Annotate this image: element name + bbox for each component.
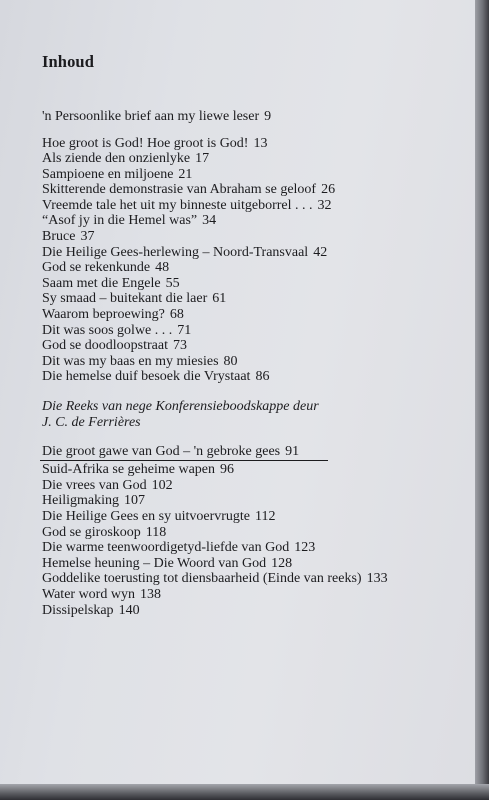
entry-page-number: 71: [177, 322, 192, 338]
page-title: Inhoud: [42, 52, 94, 71]
toc-entry-intro: [42, 109, 472, 125]
toc-entry: [42, 198, 472, 214]
toc-entry: [42, 493, 472, 509]
series-note-author: J. C. de Ferrières: [42, 414, 141, 430]
entry-page-number: 128: [271, 555, 293, 571]
entry-page-number: 37: [80, 229, 95, 245]
entry-label: Goddelike toerusting tot diensbaarheid (Einde van reeks): [42, 571, 362, 587]
table-of-contents: [42, 52, 472, 618]
toc-entry: [42, 323, 472, 339]
toc-entry: [42, 136, 472, 152]
entry-page-number: 73: [172, 338, 187, 354]
entry-page-number: 42: [313, 244, 328, 260]
entry-page-number: 13: [253, 135, 268, 151]
page-bottom-shadow: [0, 784, 489, 800]
entry-label: Sy smaad – buitekant die laer: [42, 291, 208, 307]
page-edge-shadow: [475, 0, 489, 800]
series-note: [42, 399, 472, 431]
toc-entry: [42, 229, 472, 245]
entry-label: God se giroskoop: [42, 524, 141, 540]
entry-label: 'n Persoonlike brief aan my liewe leser: [42, 109, 260, 124]
toc-entry: [42, 213, 472, 229]
entry-page-number: 21: [178, 166, 193, 182]
entry-label: Suid-Afrika se geheime wapen: [42, 462, 215, 478]
entry-page-number: 86: [255, 369, 270, 385]
entry-label: Skitterende demonstrasie van Abraham se geloof: [42, 182, 317, 198]
toc-entry: [42, 354, 472, 370]
entry-page-number: 140: [118, 602, 140, 618]
entry-label: God se rekenkunde: [42, 260, 151, 276]
entry-page-number: 68: [169, 307, 184, 323]
entry-page-number: 9: [264, 109, 272, 124]
entry-page-number: 91: [285, 443, 300, 459]
entry-page-number: 48: [155, 260, 170, 276]
entry-label: Als ziende den onzienlyke: [42, 151, 191, 167]
entry-label: Dissipelskap: [42, 602, 114, 618]
entry-page-number: 96: [220, 462, 234, 478]
entry-page-number: 34: [202, 213, 217, 229]
entry-label: Water word wyn: [42, 586, 135, 602]
entry-label: Bruce: [42, 229, 76, 245]
toc-entry: [42, 369, 472, 385]
entry-label: Dit was soos golwe . . .: [42, 322, 173, 338]
toc-part-2: [42, 444, 472, 619]
entry-label: Waarom beproewing?: [42, 307, 165, 323]
entry-label: Saam met die Engele: [42, 275, 161, 291]
toc-entry: [42, 462, 472, 478]
entry-label: Die hemelse duif besoek die Vrystaat: [42, 369, 251, 385]
toc-entry: [42, 291, 472, 307]
toc-entry: [42, 587, 472, 603]
toc-entry: [42, 556, 472, 572]
toc-entry: [42, 525, 472, 541]
entry-label: “Asof jy in die Hemel was”: [42, 213, 198, 229]
entry-label: God se doodloopstraat: [42, 338, 168, 354]
entry-label: Dit was my baas en my miesies: [42, 353, 219, 369]
entry-page-number: 102: [151, 477, 173, 493]
entry-label: Die Heilige Gees en sy uitvoervrugte: [42, 508, 250, 524]
toc-part-1: [42, 136, 472, 386]
entry-label: Hoe groot is God! Hoe groot is God!: [42, 135, 249, 151]
entry-page-number: 118: [145, 524, 167, 540]
toc-entry: [42, 276, 472, 292]
entry-label: Hemelse heuning – Die Woord van God: [42, 555, 267, 571]
entry-page-number: 80: [223, 353, 238, 369]
entry-page-number: 138: [139, 586, 161, 602]
entry-label: Die vrees van God: [42, 477, 147, 493]
series-note-line: Die Reeks van nege Konferensieboodskappe deur: [42, 399, 319, 414]
entry-label: Die Heilige Gees-herlewing – Noord-Transvaal: [42, 244, 309, 260]
entry-label: Vreemde tale het uit my binneste uitgeborrel . . .: [42, 197, 313, 213]
toc-entry: [42, 540, 472, 556]
entry-page-number: 123: [294, 540, 316, 556]
toc-entry: [42, 151, 472, 167]
toc-entry: [42, 509, 472, 525]
entry-page-number: 133: [366, 571, 388, 587]
entry-page-number: 32: [317, 197, 332, 213]
toc-entry: [42, 167, 472, 183]
toc-entry: [42, 245, 472, 261]
entry-page-number: 55: [165, 275, 180, 291]
toc-entry: [42, 444, 472, 463]
toc-entry: [42, 603, 472, 619]
toc-entry: [42, 260, 472, 276]
toc-entry: [42, 571, 472, 587]
entry-page-number: 112: [255, 508, 276, 524]
entry-label: Sampioene en miljoene: [42, 166, 174, 182]
toc-entry: [42, 478, 472, 494]
entry-label: Heiligmaking: [42, 493, 119, 509]
toc-entry: [42, 182, 472, 198]
entry-page-number: 61: [212, 291, 227, 307]
entry-page-number: 26: [321, 182, 336, 198]
entry-label: Die warme teenwoordigetyd-liefde van God: [42, 540, 290, 556]
entry-page-number: 17: [195, 151, 210, 167]
toc-entry: [42, 338, 472, 354]
entry-page-number: 107: [124, 493, 145, 509]
entry-label: Die groot gawe van God – 'n gebroke gees: [42, 443, 281, 459]
toc-entry: [42, 307, 472, 323]
